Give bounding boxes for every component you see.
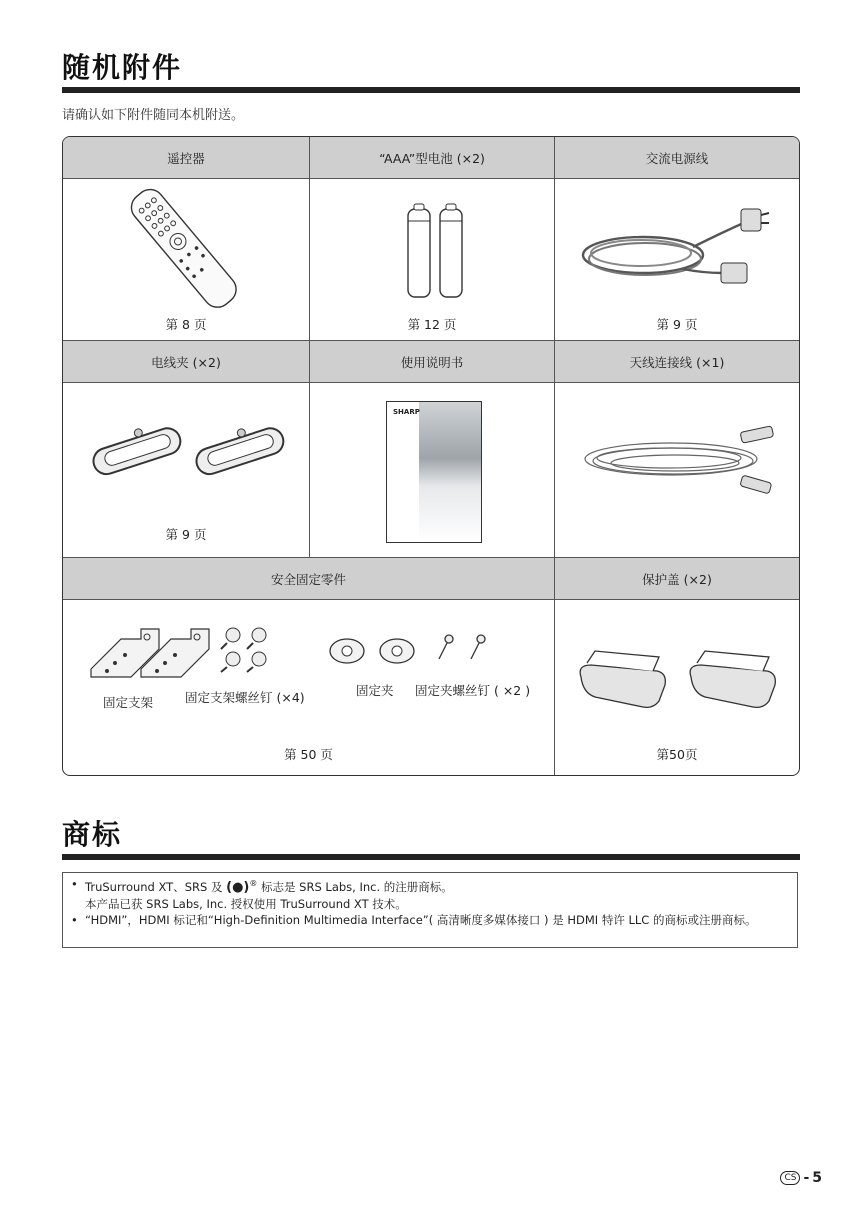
label-clip: 固定夹 xyxy=(356,683,394,698)
header-safety-parts: 安全固定零件 xyxy=(63,558,554,600)
header-protective-cover: 保护盖 (×2) xyxy=(555,558,799,600)
page-ref-cable-clamp: 第 9 页 xyxy=(165,527,207,542)
page-ref-safety: 第 50 页 xyxy=(284,747,333,762)
page-ref-power-cord: 第 9 页 xyxy=(656,317,698,332)
clip-screw-icon xyxy=(435,633,491,663)
footer-separator: - xyxy=(803,1170,810,1186)
section-rule xyxy=(62,87,800,93)
label-bracket-screw: 固定支架螺丝钉 (×4) xyxy=(185,690,305,705)
bullet: • xyxy=(71,877,78,891)
accessories-table xyxy=(62,136,800,776)
screw-icon xyxy=(219,623,275,673)
header-remote: 遥控器 xyxy=(63,137,309,179)
srs-logo: (●) xyxy=(226,879,250,895)
cable-clamp-icon xyxy=(85,411,291,497)
divider xyxy=(554,137,555,775)
bracket-icon xyxy=(85,625,215,681)
page-number: 5 xyxy=(812,1170,822,1186)
bullet: • xyxy=(71,912,78,927)
header-cable-clamp: 电线夹 (×2) xyxy=(63,341,309,383)
section-title-trademarks: 商标 xyxy=(62,818,123,851)
header-power-cord: 交流电源线 xyxy=(555,137,799,179)
note-hdmi xyxy=(71,912,789,928)
header-manual: 使用说明书 xyxy=(310,341,554,383)
label-clip-screw: 固定夹螺丝钉 ( ×2 ) xyxy=(415,683,531,698)
header-antenna-cable: 天线连接线 (×1) xyxy=(555,341,799,383)
remote-control-icon xyxy=(118,185,248,313)
note-srs-text-b: 标志是 SRS Labs, Inc. 的注册商标。 xyxy=(261,879,453,894)
section-title-accessories: 随机附件 xyxy=(62,51,183,84)
manual-booklet xyxy=(386,401,482,543)
page-footer xyxy=(780,1170,822,1186)
power-cord-icon xyxy=(573,207,773,307)
registered-mark: ® xyxy=(249,879,258,888)
manual-brand: SHARP xyxy=(393,408,420,416)
trademark-notes xyxy=(62,872,798,948)
language-badge: CS xyxy=(780,1171,800,1185)
header-batteries: “AAA”型电池 (×2) xyxy=(310,137,554,179)
manual-cover-image xyxy=(419,402,481,542)
page-ref-batteries: 第 12 页 xyxy=(407,317,457,332)
antenna-cable-icon xyxy=(581,423,781,503)
section-rule xyxy=(62,854,800,860)
battery-icon xyxy=(403,203,467,299)
note-srs xyxy=(71,876,789,912)
intro-text: 请确认如下附件随同本机附送。 xyxy=(62,108,245,123)
protective-cover-icon xyxy=(573,647,783,719)
note-hdmi-text: “HDMI”，HDMI 标记和“High-Definition Multimedia Interface”( 高清晰度多媒体接口 ) 是 HDMI 特许 LLC 的商标或注册商标。 xyxy=(85,912,757,927)
page-ref-cover: 第50页 xyxy=(656,747,698,762)
label-bracket: 固定支架 xyxy=(103,695,154,710)
page-ref-remote: 第 8 页 xyxy=(165,317,207,332)
clip-icon xyxy=(327,631,419,669)
note-srs-text-a: TruSurround XT、SRS 及 xyxy=(85,879,223,894)
note-srs-line2: 本产品已获 SRS Labs, Inc. 授权使用 TruSurround XT 技术。 xyxy=(85,896,407,911)
